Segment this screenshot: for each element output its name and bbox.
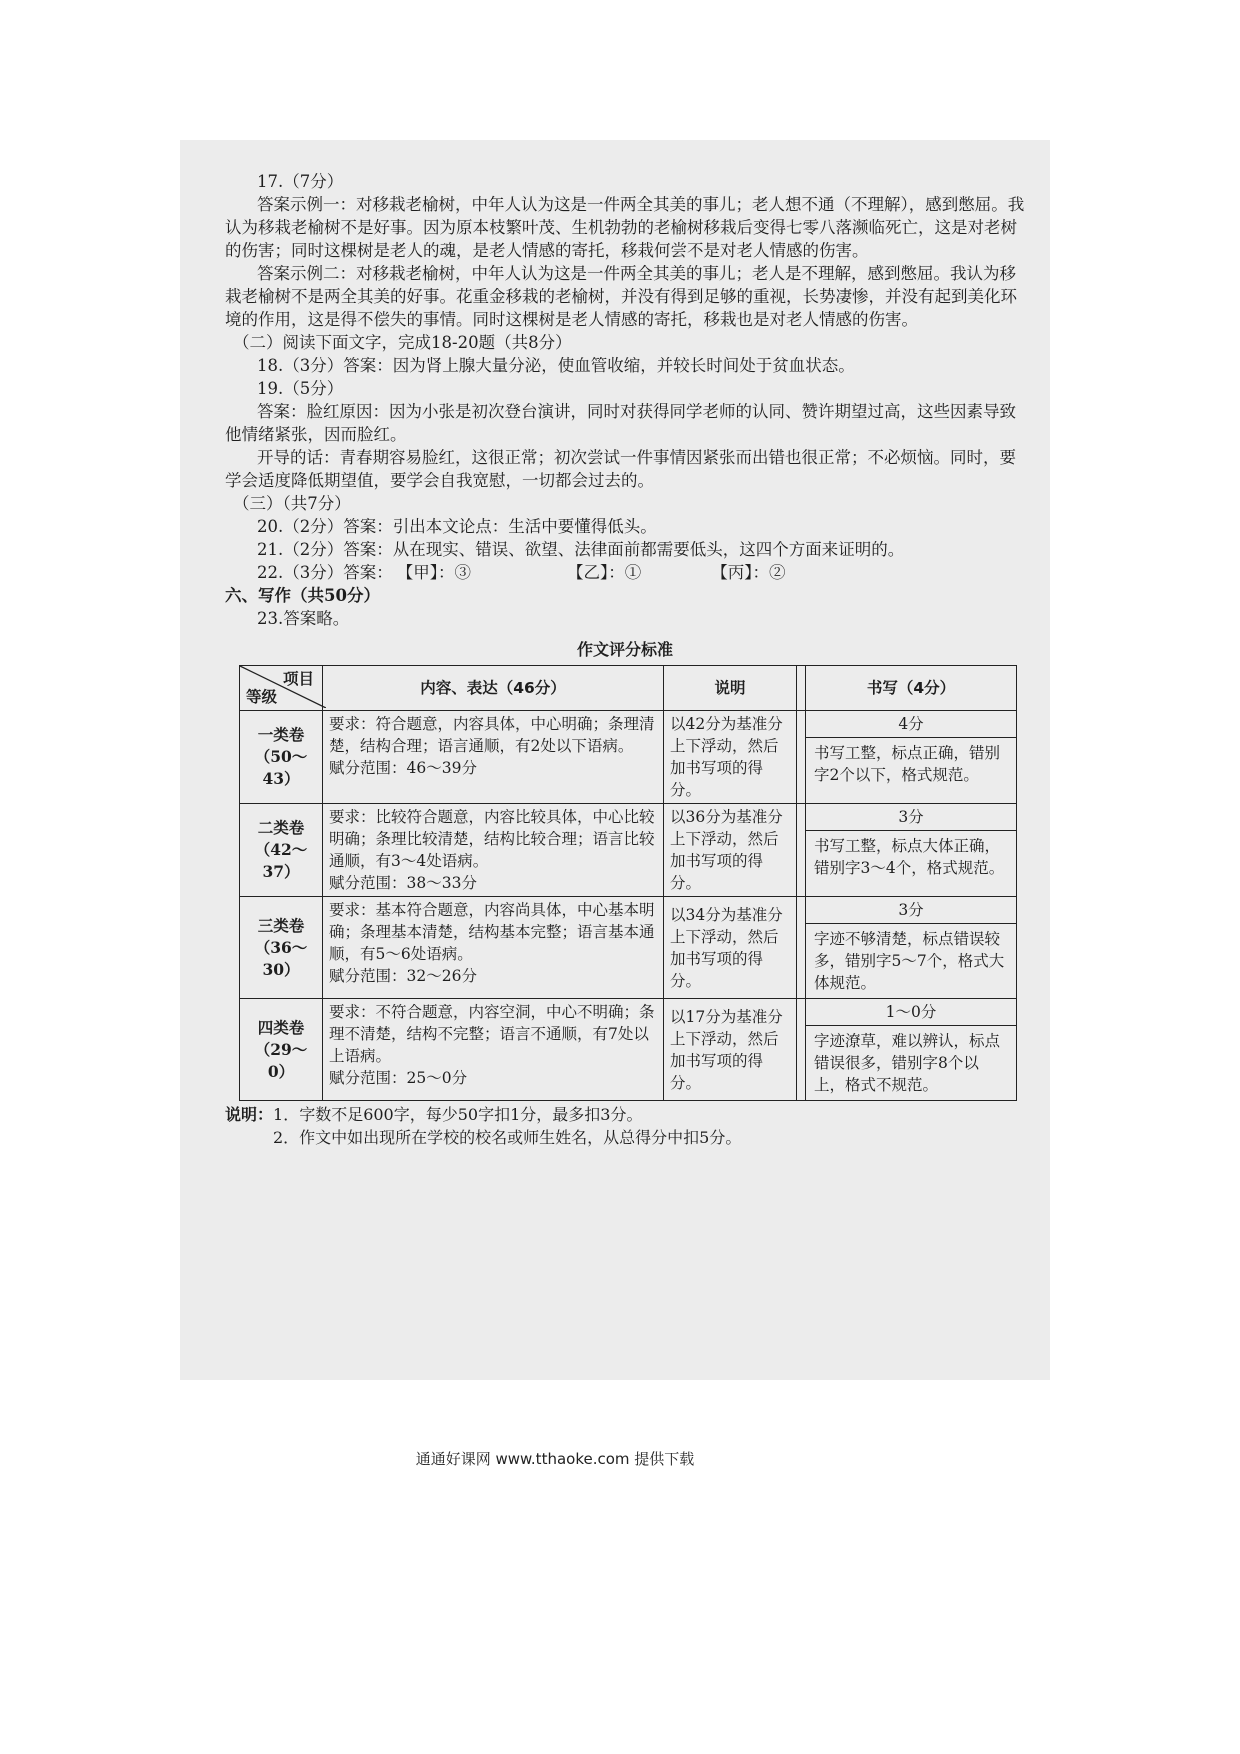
table-row bbox=[240, 999, 1017, 1101]
note-1-text: 1．字数不足600字，每少50字扣1分，最多扣3分。 bbox=[273, 1105, 643, 1124]
header-desc: 说明 bbox=[664, 666, 797, 711]
desc-cell: 以17分为基准分上下浮动，然后加书写项的得分。 bbox=[664, 999, 797, 1101]
writing-cell bbox=[806, 804, 1017, 897]
level-range: （50～43） bbox=[254, 747, 308, 788]
level-cell bbox=[240, 897, 323, 999]
gap-cell bbox=[797, 666, 806, 711]
header-content: 内容、表达（46分） bbox=[323, 666, 664, 711]
notes-label: 说明： bbox=[225, 1105, 274, 1124]
writing-criteria: 字迹潦草，难以辨认，标点错误很多，错别字8个以上，格式不规范。 bbox=[814, 1032, 1001, 1094]
content-score-range: 赋分范围：32～26分 bbox=[329, 967, 477, 985]
level-name: 一类卷 bbox=[257, 725, 305, 744]
level-name: 二类卷 bbox=[257, 818, 305, 837]
writing-score: 3分 bbox=[806, 897, 1016, 924]
footer-credit: 通通好课网 www.tthaoke.com 提供下载 bbox=[415, 1450, 695, 1468]
level-name: 三类卷 bbox=[257, 915, 305, 935]
gap-cell bbox=[797, 711, 806, 804]
answer-key bbox=[225, 170, 1025, 1149]
section-3-heading: （三）（共7分） bbox=[233, 494, 351, 513]
q22-bing: 【丙】：② bbox=[711, 563, 786, 582]
q20-answer: 20.（2分）答案：引出本文论点：生活中要懂得低头。 bbox=[257, 517, 657, 536]
corner-level-label: 等级 bbox=[246, 688, 278, 706]
content-requirement: 要求：基本符合题意，内容尚具体，中心基本明确；条理基本清楚，结构基本完整；语言基本通顺，有5～6处语病。 bbox=[329, 901, 655, 963]
notes bbox=[225, 1103, 1025, 1149]
note-2 bbox=[225, 1126, 1025, 1149]
table-row bbox=[240, 804, 1017, 897]
q19-guidance: 开导的话：青春期容易脸红，这很正常；初次尝试一件事情因紧张而出错也很正常；不必烦恼。同时，要学会适度降低期望值，要学会自我宽慰，一切都会过去的。 bbox=[225, 448, 1016, 490]
level-cell bbox=[240, 999, 323, 1101]
gap-cell bbox=[797, 804, 806, 897]
note-2-text: 2．作文中如出现所在学校的校名或师生姓名，从总得分中扣5分。 bbox=[273, 1128, 742, 1147]
table-row bbox=[240, 897, 1017, 999]
writing-score: 3分 bbox=[806, 804, 1016, 831]
level-range: （29～0） bbox=[254, 1039, 308, 1081]
corner-item-label: 项目 bbox=[282, 670, 314, 688]
content-requirement: 要求：不符合题意，内容空洞，中心不明确；条理不清楚，结构不完整；语言不通顺，有7处以上语病。 bbox=[329, 1003, 655, 1065]
q23-answer: 23.答案略。 bbox=[257, 609, 350, 628]
content-cell bbox=[323, 804, 664, 897]
writing-criteria: 书写工整，标点正确，错别字2个以下，格式规范。 bbox=[814, 744, 1001, 784]
level-name: 四类卷 bbox=[257, 1017, 305, 1037]
q22-prefix: 22.（3分）答案： bbox=[257, 563, 393, 582]
writing-score: 1～0分 bbox=[806, 999, 1016, 1026]
content-cell bbox=[323, 897, 664, 999]
desc-cell: 以42分为基准分上下浮动，然后加书写项的得分。 bbox=[664, 711, 797, 804]
q17-example-1: 答案示例一：对移栽老榆树，中年人认为这是一件两全其美的事儿；老人想不通（不理解），感到憋屈。我认为移栽老榆树不是好事。因为原本枝繁叶茂、生机勃勃的老榆树移栽后变得七零八落濒临死亡，这是对老树的伤害；同时这棵树是老人的魂，是老人情感的寄托，移栽何尝不是对老人情感的伤害。 bbox=[225, 195, 1025, 260]
content-cell bbox=[323, 999, 664, 1101]
writing-criteria: 字迹不够清楚，标点错误较多，错别字5～7个，格式大体规范。 bbox=[814, 930, 1005, 992]
q22-answer bbox=[225, 561, 1025, 584]
section-6-heading: 六、写作（共50分） bbox=[225, 586, 380, 605]
section-2-heading: （二）阅读下面文字，完成18-20题（共8分） bbox=[233, 333, 572, 352]
desc-cell: 以36分为基准分上下浮动，然后加书写项的得分。 bbox=[664, 804, 797, 897]
level-cell bbox=[240, 711, 323, 804]
table-title: 作文评分标准 bbox=[576, 640, 673, 659]
writing-cell bbox=[806, 711, 1017, 804]
header-writing: 书写（4分） bbox=[806, 666, 1017, 711]
writing-criteria: 书写工整，标点大体正确，错别字3～4个，格式规范。 bbox=[814, 837, 1005, 877]
corner-cell bbox=[240, 666, 323, 711]
table-row bbox=[240, 711, 1017, 804]
content-score-range: 赋分范围：46～39分 bbox=[329, 759, 477, 777]
grading-table bbox=[239, 665, 1017, 1101]
q19-answer: 答案：脸红原因：因为小张是初次登台演讲，同时对获得同学老师的认同、赞许期望过高，这些因素导致他情绪紧张，因而脸红。 bbox=[225, 402, 1016, 444]
content-score-range: 赋分范围：25～0分 bbox=[329, 1069, 468, 1087]
level-range: （42～37） bbox=[254, 840, 308, 881]
content-requirement: 要求：符合题意，内容具体，中心明确；条理清楚，结构合理；语言通顺，有2处以下语病。 bbox=[329, 715, 655, 755]
writing-cell bbox=[806, 897, 1017, 999]
gap-cell bbox=[797, 999, 806, 1101]
table-header-row bbox=[240, 666, 1017, 711]
content-score-range: 赋分范围：38～33分 bbox=[329, 874, 477, 892]
q18-answer: 18.（3分）答案：因为肾上腺大量分泌，使血管收缩，并较长时间处于贫血状态。 bbox=[257, 356, 855, 375]
q19-heading: 19.（5分） bbox=[257, 379, 344, 398]
desc-cell: 以34分为基准分上下浮动，然后加书写项的得分。 bbox=[664, 897, 797, 999]
q22-yi: 【乙】：① bbox=[567, 563, 642, 582]
q17-example-2: 答案示例二：对移栽老榆树，中年人认为这是一件两全其美的事儿；老人是不理解，感到憋屈。我认为移栽老榆树不是两全其美的好事。花重金移栽的老榆树，并没有得到足够的重视，长势凄惨，并没有起到美化环境的作用，这是得不偿失的事情。同时这棵树是老人情感的寄托，移栽也是对老人情感的伤害。 bbox=[225, 264, 1017, 329]
q17-heading: 17.（7分） bbox=[257, 172, 344, 191]
q21-answer: 21.（2分）答案：从在现实、错误、欲望、法律面前都需要低头，这四个方面来证明的。 bbox=[257, 540, 905, 559]
writing-cell bbox=[806, 999, 1017, 1101]
level-cell bbox=[240, 804, 323, 897]
level-range: （36～30） bbox=[254, 937, 308, 979]
writing-score: 4分 bbox=[806, 711, 1016, 738]
content-cell bbox=[323, 711, 664, 804]
note-1 bbox=[225, 1103, 1025, 1126]
q22-jia: 【甲】：③ bbox=[396, 563, 471, 582]
content-requirement: 要求：比较符合题意，内容比较具体，中心比较明确；条理比较清楚，结构比较合理；语言比较通顺，有3～4处语病。 bbox=[329, 808, 655, 870]
gap-cell bbox=[797, 897, 806, 999]
